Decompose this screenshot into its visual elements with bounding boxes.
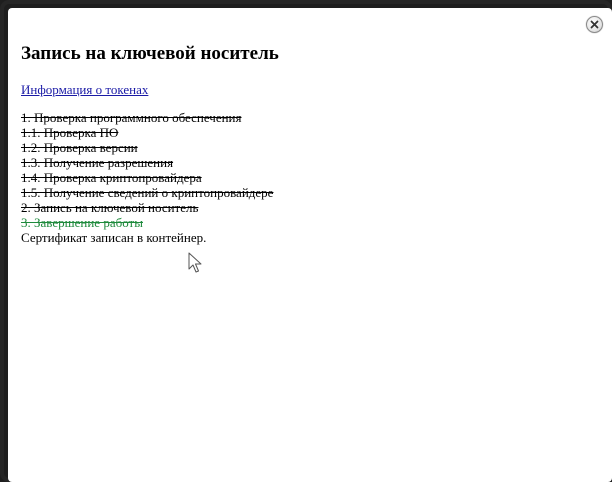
dialog-title: Запись на ключевой носитель <box>21 43 279 64</box>
step-1-4-crypto-provider-check: 1.4. Проверка криптопровайдера <box>21 170 202 185</box>
close-icon <box>590 20 599 29</box>
step-1-5-crypto-provider-info: 1.5. Получение сведений о криптопровайдере <box>21 185 274 200</box>
step-2-write-to-key-media: 2. Запись на ключевой носитель <box>21 200 199 215</box>
step-1-software-check: 1. Проверка программного обеспечения <box>21 110 242 125</box>
step-1-1-po-check: 1.1. Проверка ПО <box>21 125 119 140</box>
progress-steps-list <box>21 110 273 245</box>
step-1-3-get-permission: 1.3. Получение разрешения <box>21 155 174 170</box>
tokens-info-link[interactable]: Информация о токенах <box>21 82 149 97</box>
token-write-dialog <box>8 8 612 482</box>
result-message: Сертификат записан в контейнер. <box>21 230 207 245</box>
close-button[interactable] <box>586 16 603 33</box>
step-3-finish: 3. Завершение работы <box>21 215 143 230</box>
mouse-pointer-icon <box>188 252 202 274</box>
step-1-2-version-check: 1.2. Проверка версии <box>21 140 138 155</box>
